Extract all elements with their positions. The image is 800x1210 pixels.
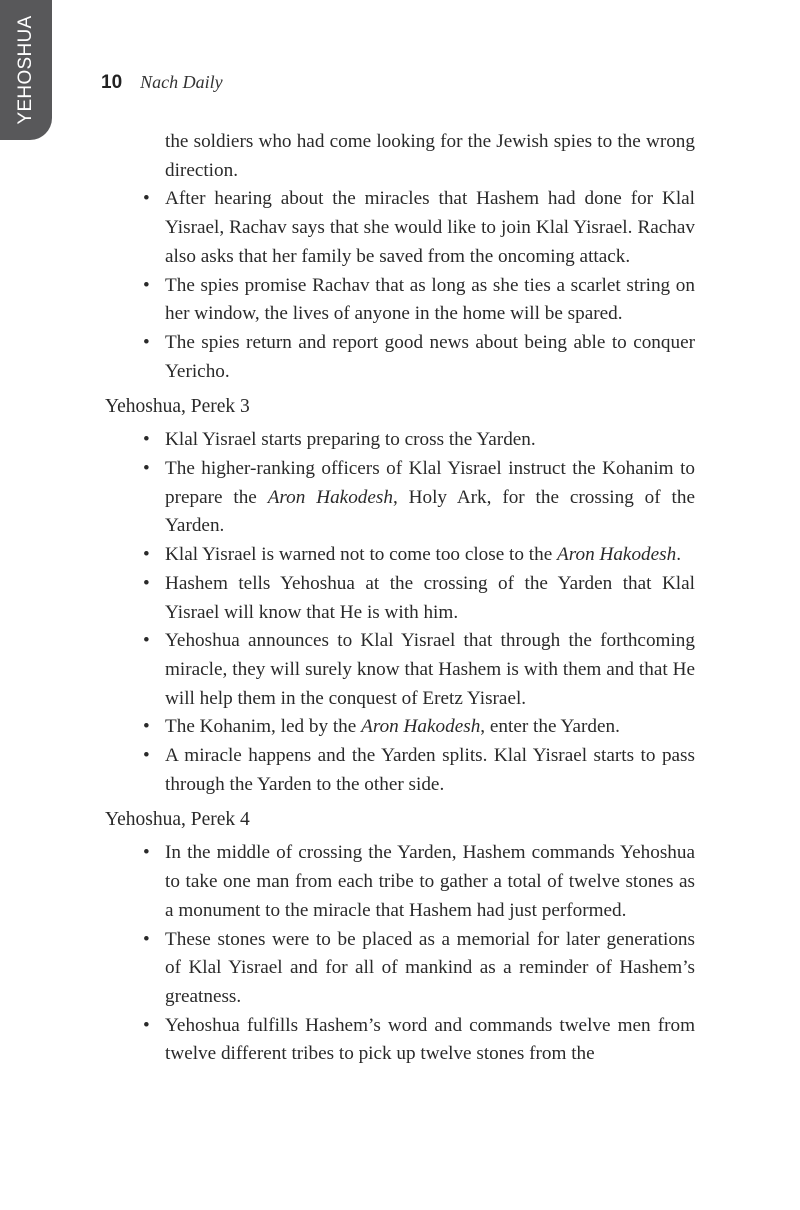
bullet-icon: • bbox=[143, 630, 150, 652]
list-item-text: Yehoshua announces to Klal Yisrael that through the forthcoming miracle, they will surely know that Hashem is with them and that He will help them in the conquest of Eretz Yisrael. bbox=[165, 630, 695, 709]
list-item-text-b: , enter the Yarden. bbox=[480, 716, 620, 738]
list-item-text: The spies return and report good news about being able to conquer Yericho. bbox=[165, 331, 695, 382]
list-item-text-b: . bbox=[676, 544, 682, 566]
page-body bbox=[105, 128, 695, 1069]
list-item bbox=[105, 272, 695, 329]
list-item bbox=[105, 541, 695, 570]
bullet-icon: • bbox=[143, 928, 150, 950]
running-head bbox=[101, 72, 223, 94]
bullet-list-perek-2 bbox=[105, 128, 695, 386]
chapter-tab-label: YEHOSHUA bbox=[15, 15, 36, 125]
list-item bbox=[105, 627, 695, 713]
list-item bbox=[105, 570, 695, 627]
list-item-text: Yehoshua fulfills Hashem’s word and commands twelve men from twelve different tribes to pick up twelve stones from the bbox=[165, 1014, 695, 1065]
list-item-text: A miracle happens and the Yarden splits. Klal Yisrael starts to pass through the Yarden to the other side. bbox=[165, 745, 695, 795]
list-item bbox=[105, 185, 695, 271]
section-heading-perek-4: Yehoshua, Perek 4 bbox=[105, 809, 250, 831]
list-item bbox=[105, 329, 695, 386]
chapter-side-tab bbox=[0, 0, 52, 140]
list-item bbox=[105, 713, 695, 742]
page-number: 10 bbox=[101, 72, 123, 93]
list-item-text-a: Klal Yisrael is warned not to come too close to the bbox=[165, 544, 558, 566]
list-item bbox=[105, 455, 695, 541]
bullet-list-perek-4 bbox=[105, 839, 695, 1069]
bullet-icon: • bbox=[143, 745, 150, 767]
italic-term: Aron Hakodesh bbox=[557, 544, 677, 566]
list-item-continued bbox=[105, 128, 695, 185]
bullet-list-perek-3 bbox=[105, 426, 695, 799]
italic-term: Aron Hakodesh bbox=[361, 716, 481, 738]
bullet-icon: • bbox=[143, 716, 150, 738]
bullet-icon: • bbox=[143, 429, 150, 451]
list-item bbox=[105, 1012, 695, 1069]
list-item-text: In the middle of crossing the Yarden, Hashem commands Yehoshua to take one man from each tribe to gather a total of twelve stones as a monument to the miracle that Hashem had just performed. bbox=[165, 842, 695, 921]
italic-term: Aron Hakodesh bbox=[267, 486, 393, 508]
list-item-text-a: The Kohanim, led by the bbox=[165, 716, 362, 738]
bullet-icon: • bbox=[143, 1014, 150, 1036]
bullet-icon: • bbox=[143, 544, 150, 566]
bullet-icon: • bbox=[143, 188, 150, 210]
list-item-text-b: , Holy Ark, for the crossing of the Yarden. bbox=[165, 486, 695, 537]
list-item bbox=[105, 426, 695, 455]
list-item-text: the soldiers who had come looking for the Jewish spies to the wrong direction. bbox=[165, 131, 695, 181]
list-item-text: After hearing about the miracles that Hashem had done for Klal Yisrael, Rachav says that she would like to join Klal Yisrael. Rachav also asks that her family be saved from the oncoming attack. bbox=[165, 188, 695, 267]
bullet-icon: • bbox=[143, 572, 150, 594]
bullet-icon: • bbox=[143, 331, 150, 353]
list-item-text: Klal Yisrael starts preparing to cross the Yarden. bbox=[165, 429, 536, 451]
list-item-text-a: The higher-ranking officers of Klal Yisrael instruct the Kohanim to prepare the bbox=[165, 458, 695, 508]
list-item bbox=[105, 742, 695, 799]
bullet-icon: • bbox=[143, 842, 150, 864]
section-heading-perek-3: Yehoshua, Perek 3 bbox=[105, 396, 250, 418]
list-item bbox=[105, 926, 695, 1012]
bullet-icon: • bbox=[143, 274, 150, 296]
bullet-icon: • bbox=[143, 458, 150, 480]
list-item-text: The spies promise Rachav that as long as she ties a scarlet string on her window, the lives of anyone in the home will be spared. bbox=[165, 274, 695, 325]
list-item-text: Hashem tells Yehoshua at the crossing of the Yarden that Klal Yisrael will know that He is with him. bbox=[165, 572, 695, 623]
list-item bbox=[105, 839, 695, 925]
list-item-text: These stones were to be placed as a memorial for later generations of Klal Yisrael and for all of mankind as a reminder of Hashem’s greatness. bbox=[165, 928, 695, 1007]
book-title: Nach Daily bbox=[140, 72, 223, 92]
